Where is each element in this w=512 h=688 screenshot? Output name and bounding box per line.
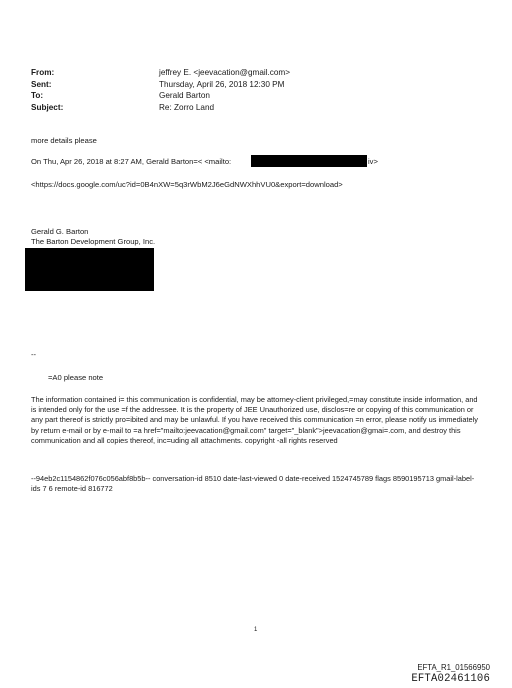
sent-value: Thursday, April 26, 2018 12:30 PM	[159, 79, 285, 89]
message-line: more details please	[31, 136, 97, 145]
efta-reference-small: EFTA_R1_01566950	[417, 663, 490, 672]
sent-row	[31, 79, 290, 91]
page-number: 1	[254, 627, 258, 633]
to-row	[31, 90, 290, 102]
to-label: To:	[31, 91, 44, 101]
subject-label: Subject:	[31, 102, 64, 112]
subject-value: Re: Zorro Land	[159, 102, 215, 112]
quote-attribution-start: On Thu, Apr 26, 2018 at 8:27 AM, Gerald Barton=< <mailto:	[31, 157, 232, 166]
quote-attribution-end: iv>	[368, 157, 378, 166]
note-line: =A0 please note	[48, 373, 104, 382]
separator-dashes: --	[31, 350, 37, 359]
disclaimer-paragraph: The information contained i= this communication is confidential, may be attorney-client privileged,=may constitute inside information, and is intended only for the use =f the addressee. It is the property of JEE Unauthorized use, disclos=re or copying of this communication or any part thereof is strictly pro=ibited and may be unlawful. If you have received this communication =n error, please notify us immediately by return e-mail or by e-mail to =a href="mailto:jeevacation@gmail.com" target="_blank">jeevacation@gmai=.com, and destroy this communication and all copies thereof, inc=uding all attachments. copyright -all rights reserved	[31, 395, 478, 445]
efta-reference-large: EFTA02461106	[411, 673, 490, 685]
from-row	[31, 67, 290, 79]
subject-row	[31, 102, 290, 114]
signature-company: The Barton Development Group, Inc.	[31, 237, 156, 246]
signature-name: Gerald G. Barton	[31, 227, 89, 236]
redaction-block	[251, 155, 367, 167]
message-metadata: --94eb2c1154862f076c056abf8b5b-- conversation-id 8510 date-last-viewed 0 date-received 1524745789 flags 8590195713 gmail-label-ids 7 6 remote-id 816772	[31, 474, 475, 494]
to-value: Gerald Barton	[159, 91, 210, 101]
signature-redaction-block	[25, 248, 154, 291]
download-link[interactable]: <https://docs.google.com/uc?id=0B4nXW=5q3rWbM2J6eGdNWXhhVU0&export=download>	[31, 180, 343, 189]
email-header	[31, 67, 290, 113]
sent-label: Sent:	[31, 79, 52, 89]
from-label: From:	[31, 68, 55, 77]
from-value: jeffrey E. <jeevacation@gmail.com>	[159, 68, 291, 77]
